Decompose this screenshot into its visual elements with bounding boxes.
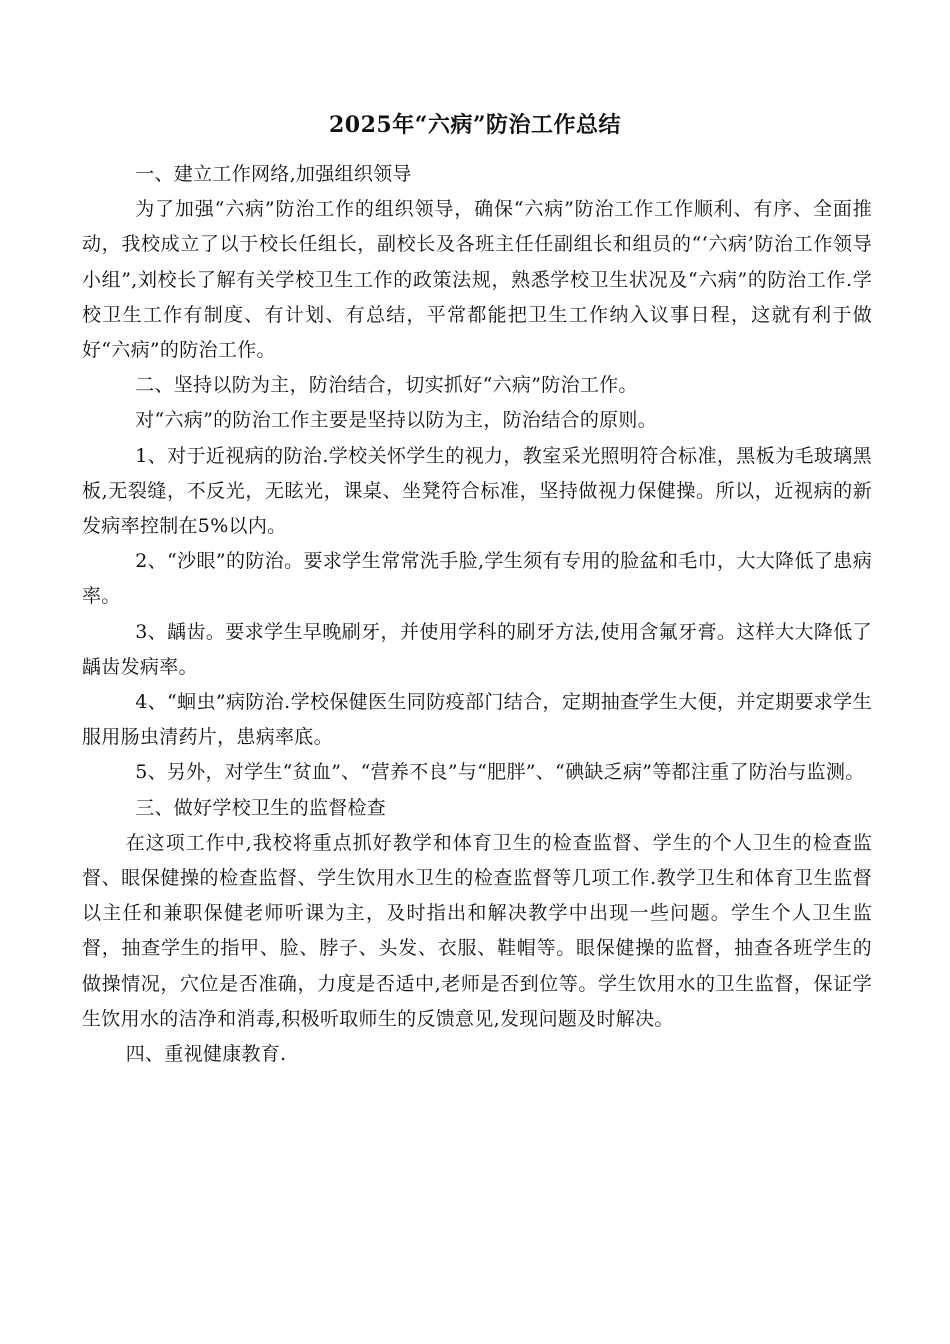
paragraph-other-diseases: 5、另外，对学生“贫血”、“营养不良”与“肥胖”、“碘缺乏病”等都注重了防治与监测。 — [135, 761, 865, 784]
section-heading-2: 二、坚持以防为主，防治结合，切实抓好“六病”防治工作。 — [135, 374, 638, 397]
section-heading-3: 三、做好学校卫生的监督检查 — [135, 796, 387, 819]
section-heading-1: 一、建立工作网络,加强组织领导 — [135, 163, 412, 185]
document-body — [82, 157, 872, 1072]
paragraph-myopia: 1、对于近视病的防治.学校关怀学生的视力，教室采光照明符合标准，黑板为毛玻璃黑板,无裂缝，不反光，无眩光，课桌、坐凳符合标准，坚持做视力保健操。所以，近视病的新发病率控制在5%以内。 — [82, 444, 872, 538]
paragraph-organization: 为了加强“六病”防治工作的组织领导，确保“六病”防治工作工作顺利、有序、全面推动，我校成立了以于校长任组长，副校长及各班主任任副组长和组员的“‘六病’防治工作领导小组”,刘校长了解有关学校卫生工作的政策法规，熟悉学校卫生状况及“六病”的防治工作.学校卫生工作有制度、有计划、有总结，平常都能把卫生工作纳入议事日程，这就有利于做好“六病”的防治工作。 — [82, 198, 872, 362]
section-heading-4: 四、重视健康教育. — [125, 1043, 287, 1066]
paragraph-supervision: 在这项工作中,我校将重点抓好教学和体育卫生的检查监督、学生的个人卫生的检查监督、眼保健操的检查监督、学生饮用水卫生的检查监督等几项工作.教学卫生和体育卫生监督以主任和兼职保健老师听课为主，及时指出和解决教学中出现一些问题。学生个人卫生监督，抽查学生的指甲、脸、脖子、头发、衣服、鞋帽等。眼保健操的监督，抽查各班学生的做操情况，穴位是否准确，力度是否适中,老师是否到位等。学生饮用水的卫生监督，保证学生饮用水的洁净和消毒,积极听取师生的反馈意见,发现问题及时解决。 — [82, 831, 872, 1030]
paragraph-trachoma: 2、“沙眼”的防治。要求学生常常洗手脸,学生须有专用的脸盆和毛巾，大大降低了患病率。 — [82, 550, 872, 608]
paragraph-roundworm: 4、“蛔虫”病防治.学校保健医生同防疫部门结合，定期抽查学生大便，并定期要求学生服用肠虫清药片，患病率底。 — [82, 691, 872, 749]
paragraph-dental-caries: 3、龋齿。要求学生早晚刷牙，并使用学科的刷牙方法,使用含氟牙膏。这样大大降低了龋齿发病率。 — [82, 620, 872, 678]
paragraph-principle: 对“六病”的防治工作主要是坚持以防为主，防治结合的原则。 — [135, 409, 658, 432]
document-title: 2025年“六病”防治工作总结 — [328, 112, 622, 138]
